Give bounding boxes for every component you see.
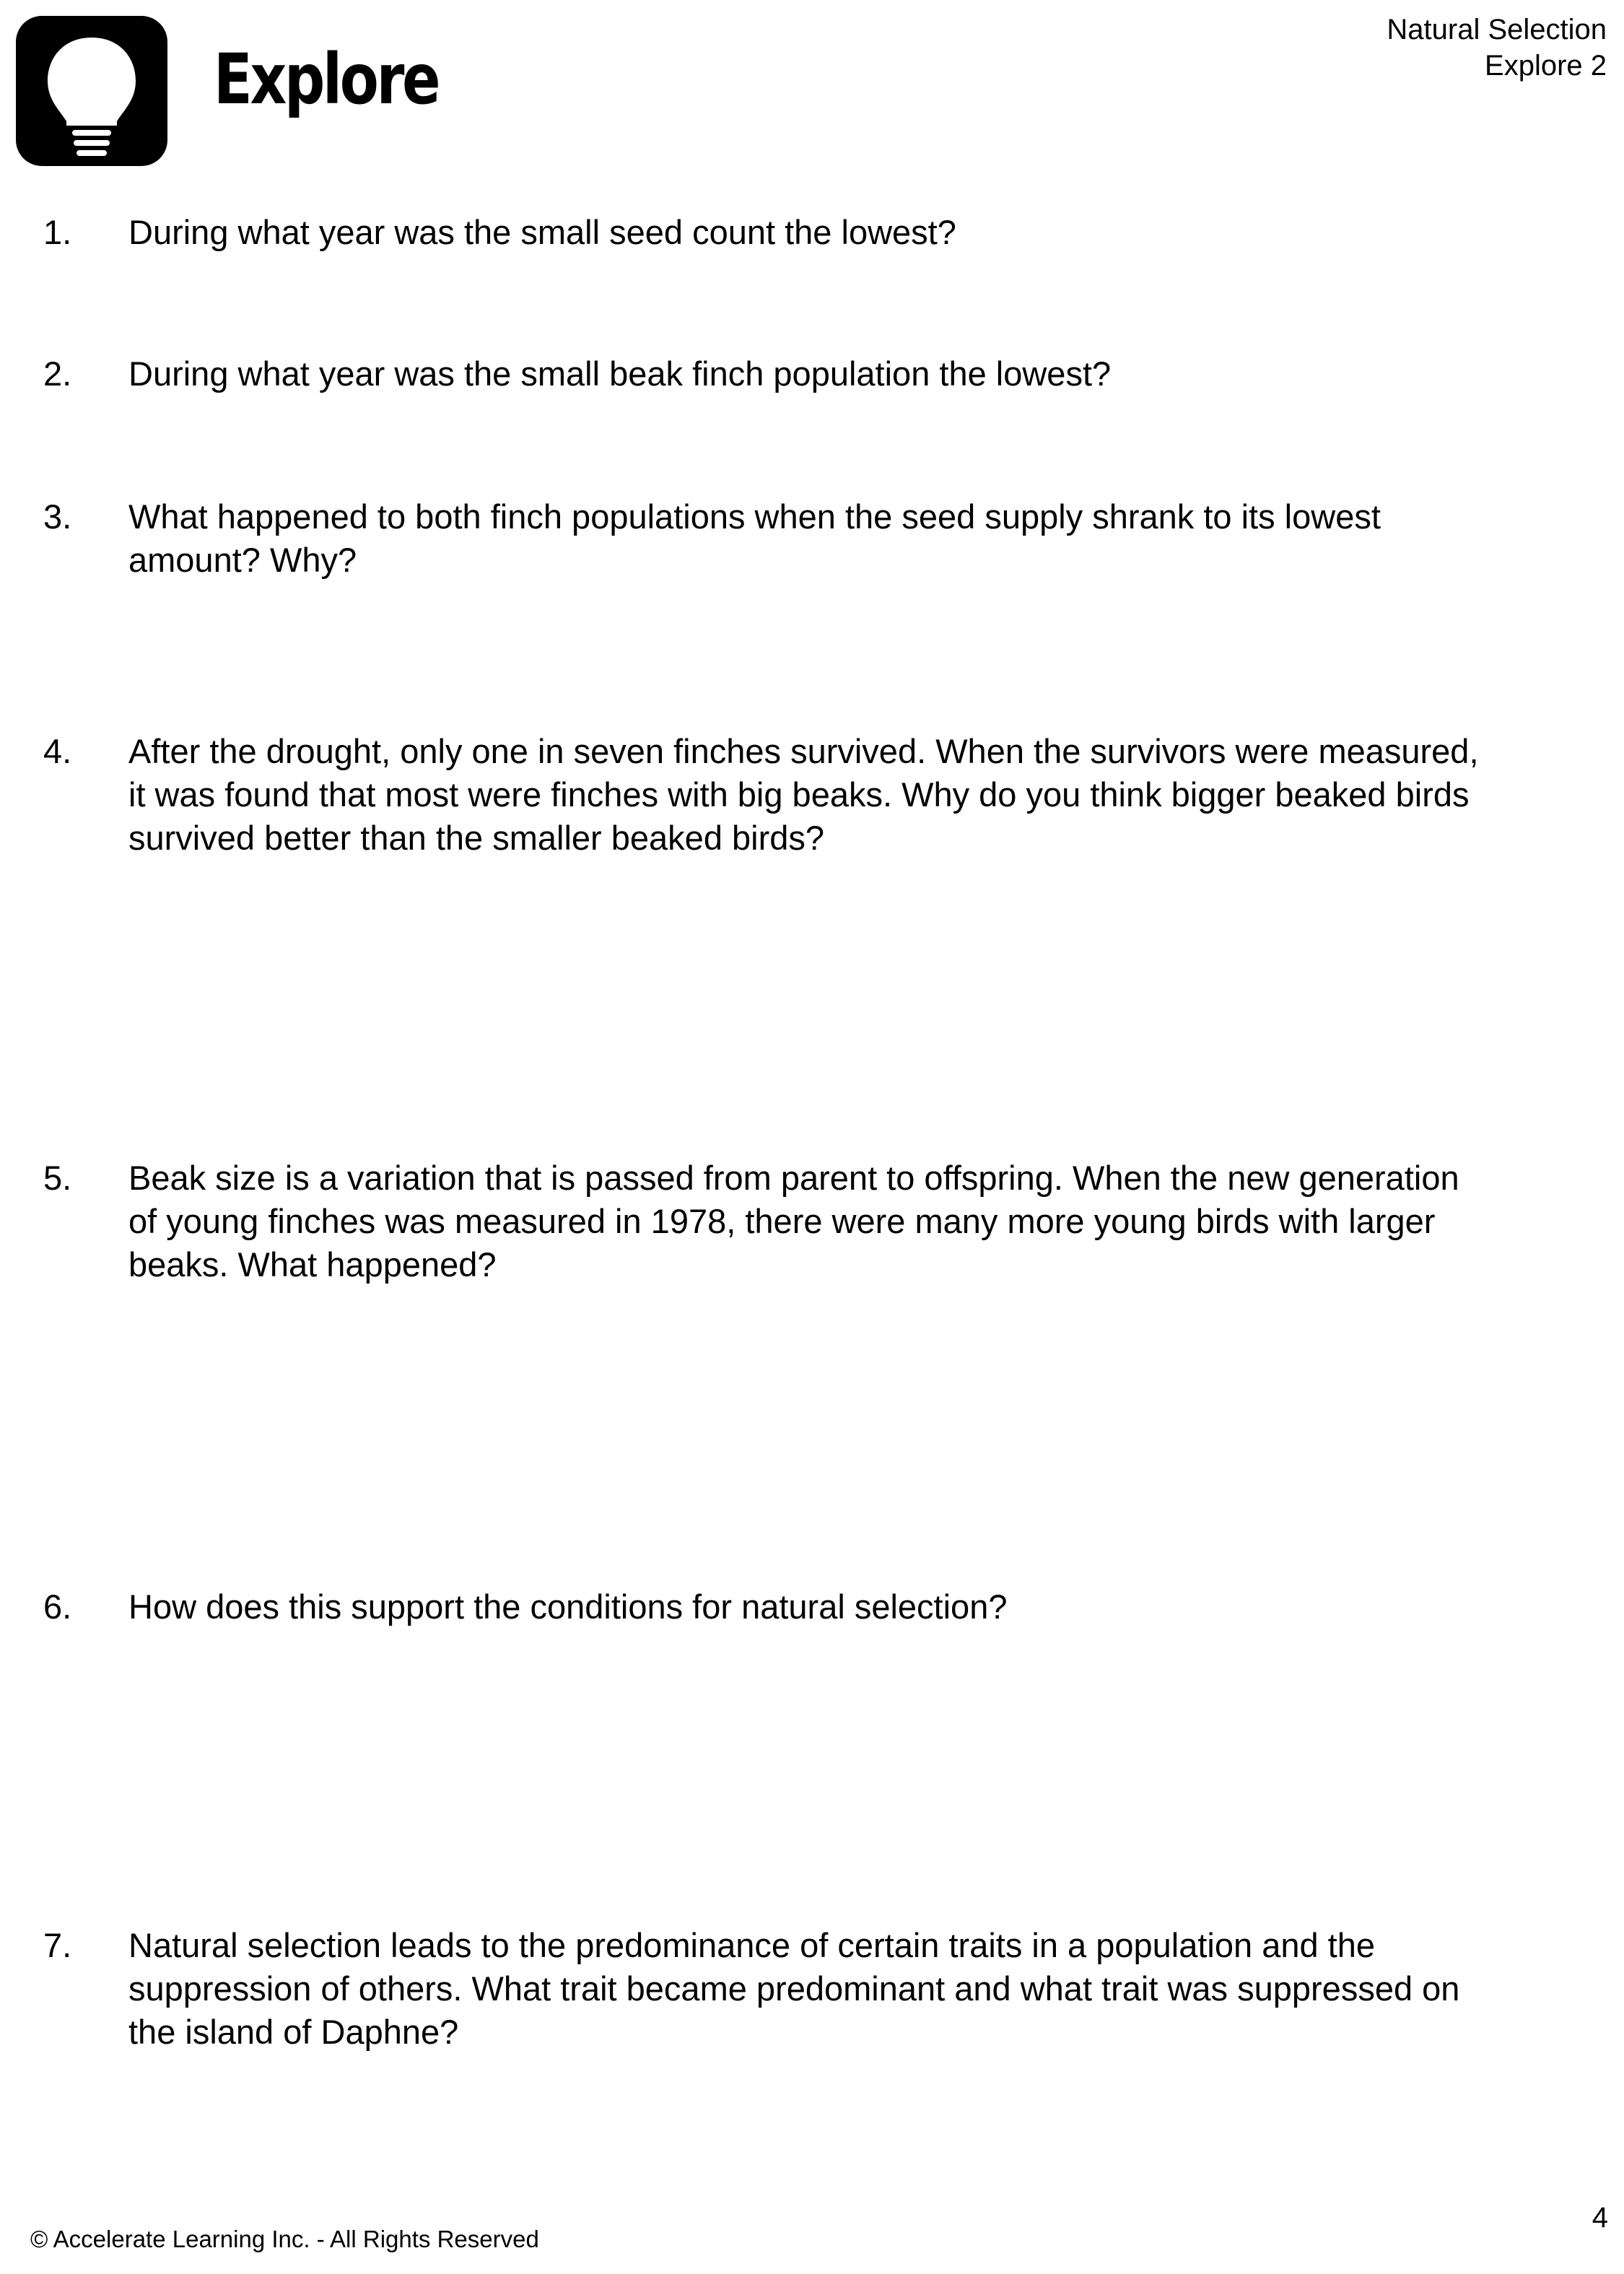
question-text: How does this support the conditions for natural selection? xyxy=(128,1587,1008,1626)
question-number: 1. xyxy=(43,213,72,251)
topic-title: Natural Selection xyxy=(1387,14,1607,45)
question-number: 3. xyxy=(43,497,72,536)
question-number: 5. xyxy=(43,1159,72,1197)
page-number: 4 xyxy=(1592,2202,1608,2234)
explore-logo xyxy=(16,16,167,166)
question-4 xyxy=(43,730,1581,860)
question-text: After the drought, only one in seven finches survived. When the survivors were measured, it was found that most were finches with big beaks. Why do you think bigger beaked birds survived better than the smaller beaked birds? xyxy=(128,732,1479,857)
question-3 xyxy=(43,495,1581,582)
question-number: 6. xyxy=(43,1587,72,1626)
question-number: 7. xyxy=(43,1926,72,1964)
question-7 xyxy=(43,1924,1581,2054)
copyright-footer: © Accelerate Learning Inc. - All Rights Reserved xyxy=(30,2226,539,2252)
question-1 xyxy=(43,211,1581,254)
question-2 xyxy=(43,352,1581,396)
question-text: Natural selection leads to the predominance of certain traits in a population and the suppression of others. What trait became predominant and what trait was suppressed on the island of Daphne? xyxy=(128,1926,1460,2051)
question-5 xyxy=(43,1156,1581,1286)
question-number: 2. xyxy=(43,354,72,393)
question-number: 4. xyxy=(43,732,72,770)
question-text: During what year was the small seed count the lowest? xyxy=(128,213,956,251)
question-text: What happened to both finch populations when the seed supply shrank to its lowest amount? Why? xyxy=(128,497,1381,579)
question-text: Beak size is a variation that is passed from parent to offspring. When the new generation of young finches was measured in 1978, there were many more young birds with larger beaks. What happened? xyxy=(128,1159,1459,1284)
page-header-info xyxy=(1387,12,1607,84)
question-text: During what year was the small beak finch population the lowest? xyxy=(128,354,1112,393)
question-6 xyxy=(43,1585,1581,1629)
section-title: Explore xyxy=(214,39,439,120)
lightbulb-icon xyxy=(16,16,167,166)
subtopic-title: Explore 2 xyxy=(1485,50,1607,82)
